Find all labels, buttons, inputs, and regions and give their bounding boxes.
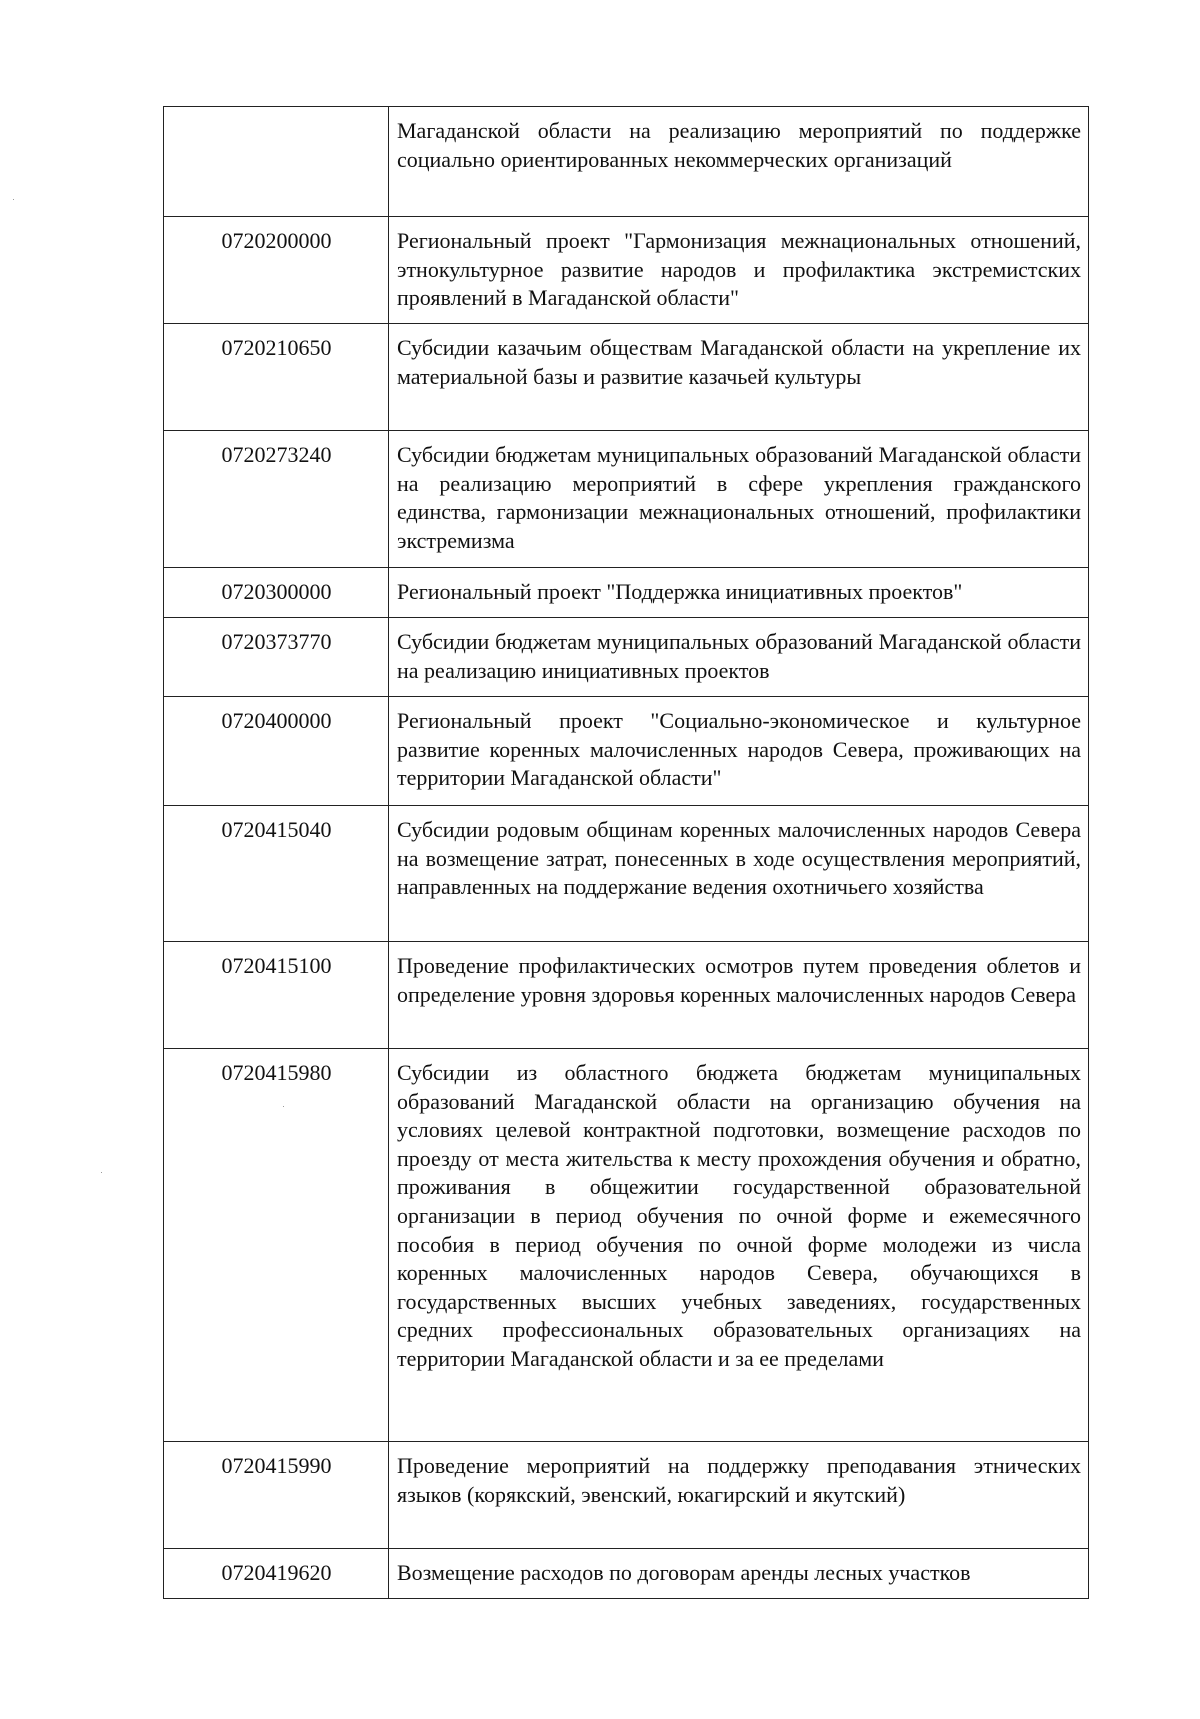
description-cell: Региональный проект "Гармонизация межнациональных отношений, этнокультурное развитие народов и профилактика экстремистских проявлений в Магаданской области" xyxy=(389,217,1089,324)
description-cell: Магаданской области на реализацию мероприятий по поддержке социально ориентированных некоммерческих организаций xyxy=(389,107,1089,217)
code-cell: 0720415040 xyxy=(164,806,389,942)
table-row xyxy=(164,1549,1089,1599)
code-cell: 0720200000 xyxy=(164,217,389,324)
table-row xyxy=(164,568,1089,618)
table-row xyxy=(164,217,1089,324)
code-cell: 0720300000 xyxy=(164,568,389,618)
description-cell: Субсидии казачьим обществам Магаданской области на укрепление их материальной базы и развитие казачьей культуры xyxy=(389,324,1089,431)
table-row xyxy=(164,107,1089,217)
description-cell: Региональный проект "Поддержка инициативных проектов" xyxy=(389,568,1089,618)
description-cell: Региональный проект "Социально-экономическое и культурное развитие коренных малочисленных народов Севера, проживающих на территории Магаданской области" xyxy=(389,697,1089,806)
table-row xyxy=(164,1049,1089,1442)
description-cell: Субсидии родовым общинам коренных малочисленных народов Севера на возмещение затрат, понесенных в ходе осуществления мероприятий, направленных на поддержание ведения охотничьего хозяйства xyxy=(389,806,1089,942)
code-cell: 0720400000 xyxy=(164,697,389,806)
description-cell: Проведение мероприятий на поддержку преподавания этнических языков (корякский, эвенский, юкагирский и якутский) xyxy=(389,1442,1089,1549)
code-cell: 0720373770 xyxy=(164,618,389,697)
table-row xyxy=(164,618,1089,697)
table-row xyxy=(164,942,1089,1049)
code-cell: 0720419620 xyxy=(164,1549,389,1599)
scan-speck xyxy=(101,1172,102,1173)
table-row xyxy=(164,697,1089,806)
code-cell: 0720415980 xyxy=(164,1049,389,1442)
code-cell: 0720415990 xyxy=(164,1442,389,1549)
description-cell: Субсидии из областного бюджета бюджетам муниципальных образований Магаданской области на организацию обучения на условиях целевой контрактной подготовки, возмещение расходов по проезду от места жительства к месту прохождения обучения и обратно, проживания в общежитии государственной образовательной организации в период обучения по очной форме и ежемесячного пособия в период обучения по очной форме молодежи из числа коренных малочисленных народов Севера, обучающихся в государственных высших учебных заведениях, государственных средних профессиональных образовательных организациях на территории Магаданской области и за ее пределами xyxy=(389,1049,1089,1442)
scan-speck xyxy=(13,199,14,200)
budget-codes-table xyxy=(163,106,1089,1599)
description-cell: Субсидии бюджетам муниципальных образований Магаданской области на реализацию мероприятий в сфере укрепления гражданского единства, гармонизации межнациональных отношений, профилактики экстремизма xyxy=(389,431,1089,568)
description-cell: Возмещение расходов по договорам аренды лесных участков xyxy=(389,1549,1089,1599)
code-cell xyxy=(164,107,389,217)
code-cell: 0720415100 xyxy=(164,942,389,1049)
description-cell: Субсидии бюджетам муниципальных образований Магаданской области на реализацию инициативных проектов xyxy=(389,618,1089,697)
table-row xyxy=(164,324,1089,431)
table-row xyxy=(164,1442,1089,1549)
table-row xyxy=(164,806,1089,942)
code-cell: 0720210650 xyxy=(164,324,389,431)
table-row xyxy=(164,431,1089,568)
description-cell: Проведение профилактических осмотров путем проведения облетов и определение уровня здоровья коренных малочисленных народов Севера xyxy=(389,942,1089,1049)
code-cell: 0720273240 xyxy=(164,431,389,568)
